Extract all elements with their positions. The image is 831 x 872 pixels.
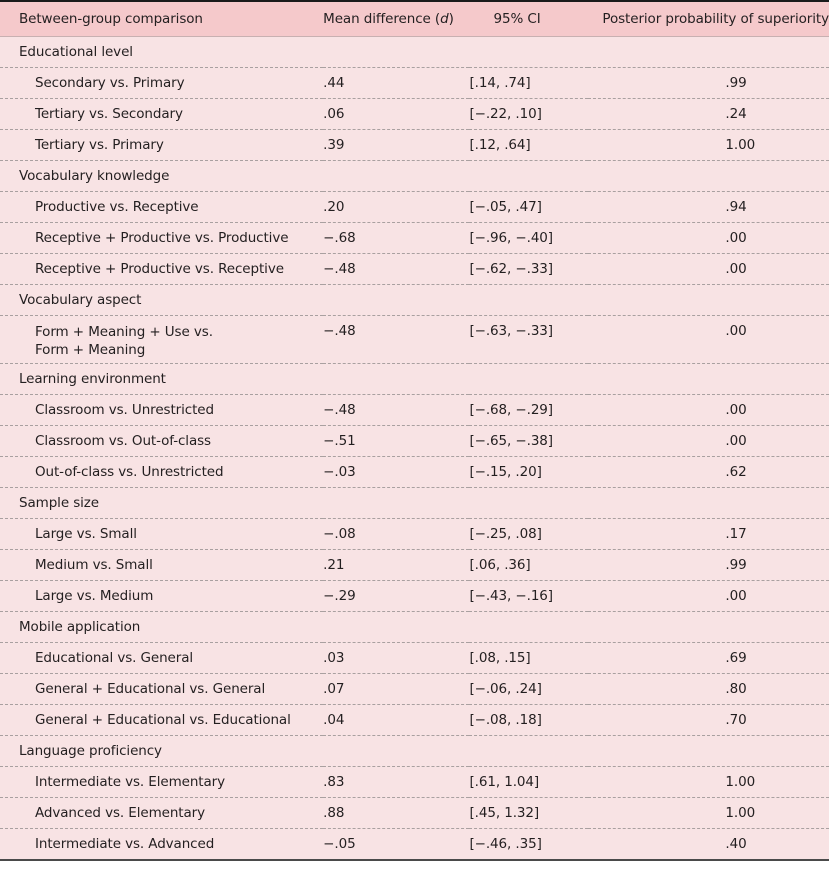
table-row: [0, 518, 829, 549]
mean-difference-cell: −.05: [323, 835, 356, 852]
group-row-sample-size: [0, 487, 829, 518]
table-row: [0, 129, 829, 160]
table-row: [0, 673, 829, 704]
ci-cell: [−.43, −.16]: [469, 580, 588, 611]
mean-difference-cell: −.51: [323, 425, 469, 456]
comparison-cell: Receptive + Productive vs. Receptive: [0, 253, 323, 284]
table-row: [0, 766, 829, 797]
mean-difference-cell: .39: [323, 129, 469, 160]
table-row: [0, 315, 829, 363]
posterior-cell: .00: [588, 253, 829, 284]
mean-difference-cell: −.48: [323, 253, 469, 284]
comparison-cell: Medium vs. Small: [0, 549, 323, 580]
mean-difference-cell: .83: [323, 766, 469, 797]
ci-cell: [−.65, −.38]: [469, 425, 588, 456]
mean-difference-cell: −.48: [323, 315, 469, 363]
comparison-cell: General + Educational vs. Educational: [0, 704, 323, 735]
mean-difference-cell: .20: [323, 191, 469, 222]
ci-cell: [.45, 1.32]: [469, 797, 588, 828]
mean-difference-cell: −.29: [323, 580, 469, 611]
header-comparison: Between-group comparison: [0, 2, 323, 36]
posterior-cell: .94: [588, 191, 829, 222]
group-title: Vocabulary knowledge: [0, 160, 829, 191]
table-row: [0, 98, 829, 129]
table-row: [0, 456, 829, 487]
table-row: [0, 191, 829, 222]
posterior-cell: .99: [588, 549, 829, 580]
table-row: [0, 67, 829, 98]
group-row-learning-environment: [0, 363, 829, 394]
ci-cell: [−.15, .20]: [469, 456, 588, 487]
table-body: [0, 36, 829, 859]
comparison-cell: Productive vs. Receptive: [0, 191, 323, 222]
mean-difference-cell: .04: [323, 704, 469, 735]
comparison-cell: Advanced vs. Elementary: [0, 797, 323, 828]
posterior-cell: .00: [588, 580, 829, 611]
mean-difference-cell: .21: [323, 549, 469, 580]
group-row-mobile-application: [0, 611, 829, 642]
header-mean-difference: [323, 2, 469, 36]
posterior-cell: .80: [588, 673, 829, 704]
mean-difference-cell: −.48: [323, 394, 469, 425]
mean-difference-cell: .88: [323, 797, 469, 828]
table-row: [0, 549, 829, 580]
ci-cell: [−.96, −.40]: [469, 222, 588, 253]
comparison-cell: Receptive + Productive vs. Productive: [0, 222, 323, 253]
table-row: [0, 704, 829, 735]
ci-cell: [−.62, −.33]: [469, 253, 588, 284]
comparison-cell: [0, 315, 323, 363]
table-row: [0, 642, 829, 673]
comparison-cell: Tertiary vs. Secondary: [0, 98, 323, 129]
table-row: [0, 253, 829, 284]
posterior-cell: .00: [588, 394, 829, 425]
table-row: [0, 580, 829, 611]
ci-cell: [−.08, .18]: [469, 704, 588, 735]
posterior-cell: .99: [588, 67, 829, 98]
group-title: Mobile application: [0, 611, 829, 642]
comparison-cell: Educational vs. General: [0, 642, 323, 673]
table-row: [0, 425, 829, 456]
mean-difference-cell: .07: [323, 673, 469, 704]
table-row: [0, 394, 829, 425]
comparison-cell: Intermediate vs. Advanced: [35, 835, 215, 852]
group-row-vocabulary-knowledge: [0, 160, 829, 191]
group-title: Learning environment: [0, 363, 829, 394]
posterior-cell: .00: [588, 315, 829, 363]
posterior-cell: .62: [588, 456, 829, 487]
ci-cell: [.06, .36]: [469, 549, 588, 580]
ci-cell: [−.06, .24]: [469, 673, 588, 704]
header-row: [0, 2, 829, 36]
comparison-line-2: Form + Meaning: [35, 341, 146, 358]
table-row: [0, 828, 829, 859]
table-row: [0, 222, 829, 253]
posterior-cell: .40: [725, 835, 747, 852]
comparison-cell: Large vs. Medium: [0, 580, 323, 611]
comparison-cell: Out-of-class vs. Unrestricted: [0, 456, 323, 487]
mean-difference-cell: −.68: [323, 222, 469, 253]
posterior-cell: .17: [588, 518, 829, 549]
ci-cell: [−.68, −.29]: [469, 394, 588, 425]
posterior-cell: .00: [588, 222, 829, 253]
mean-difference-cell: −.08: [323, 518, 469, 549]
header-ci: 95% CI: [469, 2, 588, 36]
group-title: Language proficiency: [0, 735, 829, 766]
ci-cell: [.12, .64]: [469, 129, 588, 160]
posterior-cell: .70: [588, 704, 829, 735]
ci-cell: [.14, .74]: [469, 67, 588, 98]
posterior-cell: .24: [588, 98, 829, 129]
group-row-language-proficiency: [0, 735, 829, 766]
ci-cell: [.08, .15]: [469, 642, 588, 673]
ci-cell: [−.46, .35]: [469, 835, 542, 852]
group-row-vocabulary-aspect: [0, 284, 829, 315]
group-row-educational-level: [0, 36, 829, 67]
posterior-cell: .69: [588, 642, 829, 673]
comparison-cell: Tertiary vs. Primary: [0, 129, 323, 160]
comparison-line-1: Form + Meaning + Use vs.: [35, 323, 213, 340]
mean-difference-cell: −.03: [323, 456, 469, 487]
between-group-comparison-table: [0, 2, 829, 859]
comparison-cell: Large vs. Small: [0, 518, 323, 549]
posterior-cell: 1.00: [588, 797, 829, 828]
posterior-cell: 1.00: [588, 766, 829, 797]
comparison-cell: Classroom vs. Unrestricted: [0, 394, 323, 425]
ci-cell: [.61, 1.04]: [469, 766, 588, 797]
posterior-cell: 1.00: [588, 129, 829, 160]
comparison-cell: General + Educational vs. General: [0, 673, 323, 704]
header-posterior: Posterior probability of superiority: [588, 2, 829, 36]
header-mean-difference-text: Mean difference (: [323, 10, 441, 27]
group-title: Sample size: [0, 487, 829, 518]
mean-difference-cell: .06: [323, 98, 469, 129]
group-title: Educational level: [0, 36, 829, 67]
comparison-cell: Secondary vs. Primary: [0, 67, 323, 98]
ci-cell: [−.22, .10]: [469, 98, 588, 129]
header-mean-difference-close: ): [448, 10, 454, 27]
posterior-cell: .00: [588, 425, 829, 456]
header-d-symbol: d: [440, 10, 449, 27]
ci-cell: [−.63, −.33]: [469, 315, 588, 363]
ci-cell: [−.05, .47]: [469, 191, 588, 222]
ci-cell: [−.25, .08]: [469, 518, 588, 549]
table-row: [0, 797, 829, 828]
comparison-cell: Classroom vs. Out-of-class: [0, 425, 323, 456]
comparison-cell: Intermediate vs. Elementary: [0, 766, 323, 797]
mean-difference-cell: .44: [323, 67, 469, 98]
mean-difference-cell: .03: [323, 642, 469, 673]
group-title: Vocabulary aspect: [0, 284, 829, 315]
